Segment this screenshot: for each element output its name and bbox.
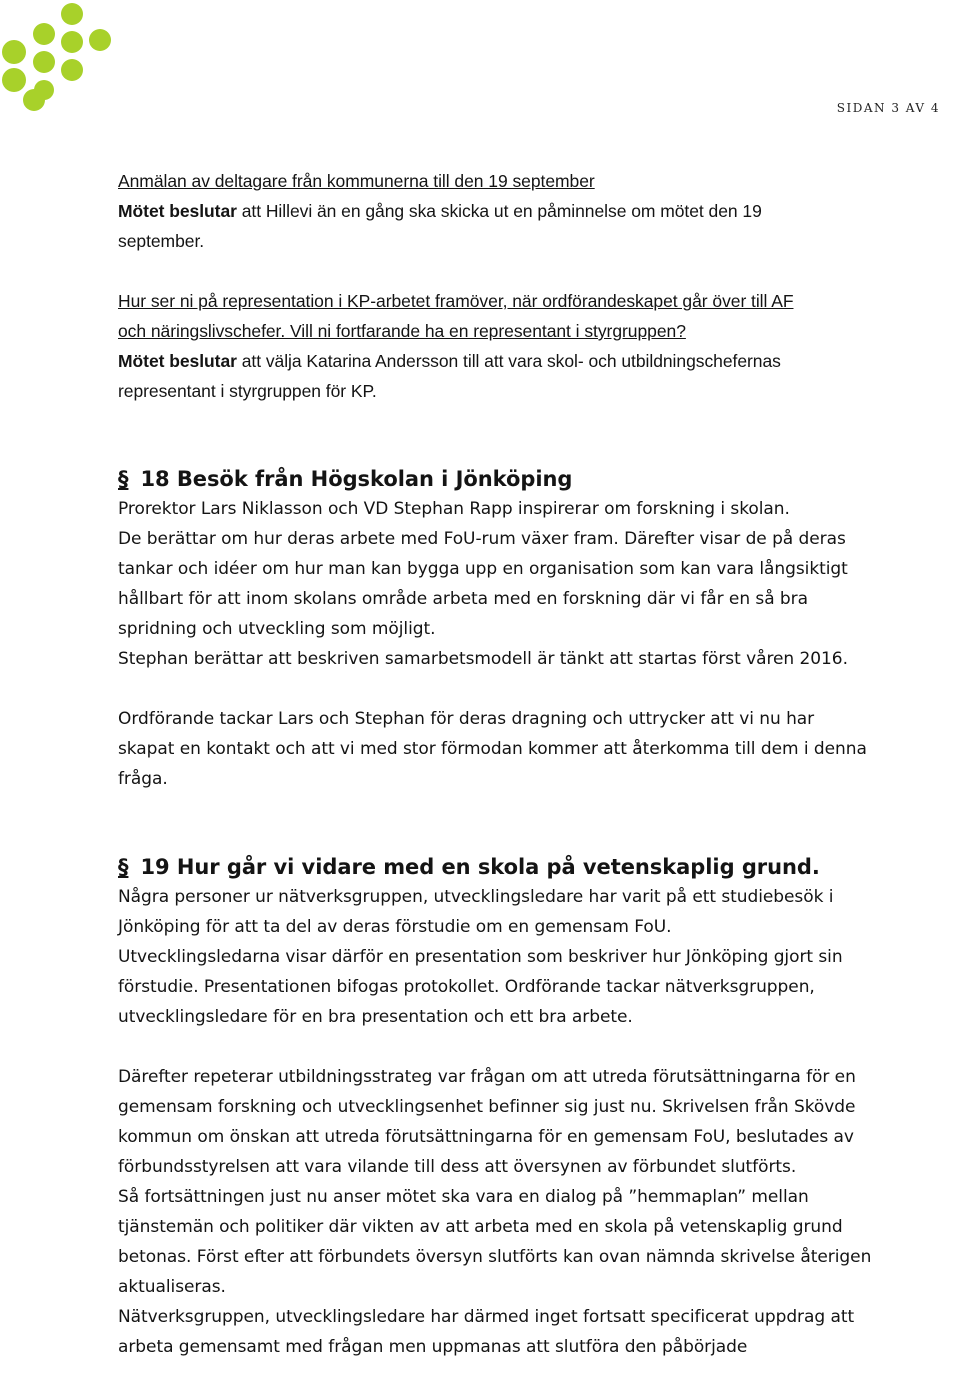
body-line: Jönköping för att ta del av deras förstudie om en gemensam FoU. [118,917,672,937]
body-line: De berättar om hur deras arbete med FoU-rum växer fram. Därefter visar de på deras [118,529,846,549]
body-line: tjänstemän och politiker där vikten av att arbeta med en skola på vetenskaplig grund [118,1217,843,1237]
section-19 [118,852,960,1032]
heading-text: 19 Hur går vi vidare med en skola på vetenskaplig grund. [140,855,820,879]
decision-line [118,346,960,376]
section-anmalan [118,166,960,256]
body-line: Stephan berättar att beskriven samarbetsmodell är tänkt att startas först våren 2016. [118,649,848,669]
paragraph-symbol: § [118,855,129,879]
question-line: Hur ser ni på representation i KP-arbetet framöver, när ordförandeskapet går över till AF [118,291,794,311]
document-body [118,166,960,1392]
body-line: gemensam forskning och utvecklingsenhet befinner sig just nu. Skrivelsen från Skövde [118,1097,856,1117]
body-line: kommun om önskan att utreda förutsättningarna för en gemensam FoU, beslutades av [118,1127,854,1147]
logo-dot [2,40,26,64]
section-kp [118,286,960,406]
logo-dot [61,3,83,25]
logo-dot [89,29,111,51]
section-18-closing [118,704,960,794]
body-line: förbundsstyrelsen att vara vilande till dess att översynen av förbundet slutförts. [118,1157,797,1177]
body-line: spridning och utveckling som möjligt. [118,619,436,639]
logo-dot [33,51,55,73]
body-line: Därefter repeterar utbildningsstrateg var frågan om att utreda förutsättningarna för en [118,1067,856,1087]
decision-line [118,196,960,226]
heading-text: 18 Besök från Högskolan i Jönköping [140,467,573,491]
body-line: fråga. [118,769,168,789]
paragraph-symbol: § [118,467,129,491]
body-line: tankar och idéer om hur man kan bygga upp en organisation som kan vara långsiktigt [118,559,848,579]
logo-dot [61,59,83,81]
decision-text-cont: representant i styrgruppen för KP. [118,381,377,401]
decision-text: att välja Katarina Andersson till att vara skol- och utbildningschefernas [236,351,781,371]
logo-dot [33,23,55,45]
decision-text: att Hillevi än en gång ska skicka ut en påminnelse om mötet den 19 [236,201,762,221]
body-line: Nätverksgruppen, utvecklingsledare har därmed inget fortsatt specificerat uppdrag att [118,1307,855,1327]
section-heading [118,464,960,494]
section-heading [118,852,960,882]
body-line: Prorektor Lars Niklasson och VD Stephan Rapp inspirerar om forskning i skolan. [118,499,790,519]
page-number: SIDAN 3 AV 4 [836,101,940,115]
body-line: Så fortsättningen just nu anser mötet ska vara en dialog på ”hemmaplan” mellan [118,1187,809,1207]
body-line: Ordförande tackar Lars och Stephan för deras dragning och uttrycker att vi nu har [118,709,815,729]
body-line: skapat en kontakt och att vi med stor förmodan kommer att återkomma till dem i denna [118,739,867,759]
body-line: utvecklingsledare för en bra presentation och ett bra arbete. [118,1007,633,1027]
decision-text-cont: september. [118,231,205,251]
section-title: Anmälan av deltagare från kommunerna till den 19 september [118,171,595,191]
decision-label: Mötet beslutar [118,201,237,221]
logo-dot [61,31,83,53]
section-19-continued [118,1062,960,1362]
organization-logo [0,0,120,112]
section-18 [118,464,960,674]
body-line: aktualiseras. [118,1277,226,1297]
body-line: Utvecklingsledarna visar därför en presentation som beskriver hur Jönköping gjort sin [118,947,843,967]
body-line: hållbart för att inom skolans område arbeta med en forskning där vi får en så bra [118,589,808,609]
logo-dot [23,89,45,111]
body-line: betonas. Först efter att förbundets översyn slutförts kan ovan nämnda skrivelse återigen [118,1247,872,1267]
body-line: arbeta gemensamt med frågan men uppmanas att slutföra den påbörjade [118,1337,748,1357]
logo-dot [2,68,26,92]
body-line: förstudie. Presentationen bifogas protokollet. Ordförande tackar nätverksgruppen, [118,977,815,997]
question-line: och näringslivschefer. Vill ni fortfarande ha en representant i styrgruppen? [118,321,686,341]
body-line: Några personer ur nätverksgruppen, utvecklingsledare har varit på ett studiebesök i [118,887,834,907]
decision-label: Mötet beslutar [118,351,237,371]
